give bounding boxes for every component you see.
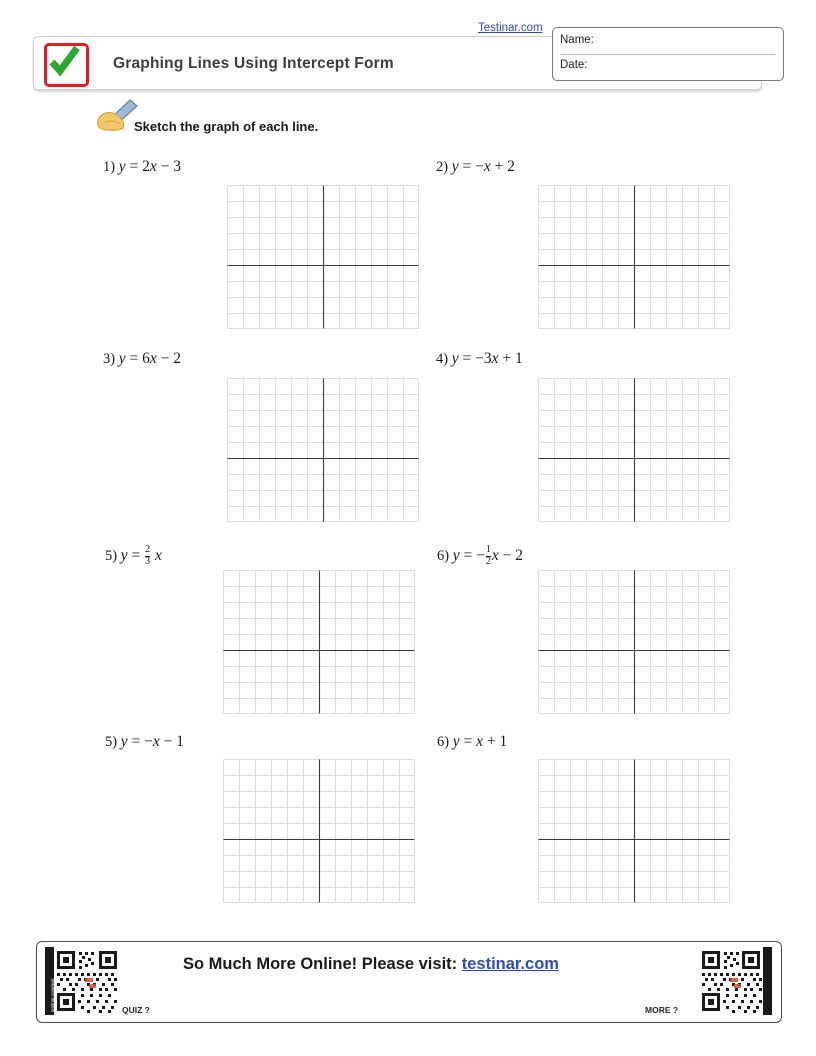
instruction-text: Sketch the graph of each line. [134, 119, 319, 134]
graph-grid-5[interactable] [223, 570, 415, 714]
problem-1-equation: y = 2x − 3 [118, 158, 181, 175]
graph-grid-7[interactable] [223, 759, 415, 903]
date-field-label: Date: [560, 59, 588, 71]
problem-4 [436, 350, 523, 368]
quiz-caption: QUIZ ? [122, 1005, 150, 1015]
problem-6-equation: $y = -\frac{1}{2}$ x − 2 [452, 544, 523, 567]
more-caption: MORE ? [645, 1005, 679, 1015]
fraction-2-3: $\frac{2}{3}$ [145, 544, 151, 567]
qr-right-side-text: testinar.com/more [772, 976, 777, 1012]
problem-2-equation: y = −x + 2 [451, 158, 515, 175]
problem-2 [436, 158, 515, 176]
problem-3-number: 3) [103, 351, 116, 367]
fraction-1-2: $\frac{1}{2}$ [485, 544, 491, 567]
qr-left-side-text: testinar.com/quiz [50, 978, 55, 1012]
site-link[interactable]: Testinar.com [478, 22, 543, 34]
qr-code-more[interactable] [700, 947, 772, 1015]
graph-grid-2[interactable] [538, 185, 730, 329]
footer-link[interactable]: testinar.com [461, 955, 559, 973]
problem-7 [105, 733, 184, 751]
problem-6 [437, 545, 523, 567]
qr-code-quiz[interactable] [45, 947, 125, 1015]
problem-5-equation: $y = \frac{2}{3}$ x [120, 544, 162, 567]
footer-message [183, 955, 559, 974]
graph-grid-6[interactable] [538, 570, 730, 714]
problem-4-equation: y = −3x + 1 [451, 350, 523, 367]
problem-3 [103, 350, 181, 368]
problem-8-number: 6) [437, 734, 450, 750]
problem-8 [437, 733, 507, 751]
name-date-divider [561, 54, 775, 55]
problem-1-number: 1) [103, 159, 116, 175]
problem-1 [103, 158, 181, 176]
problem-5 [105, 545, 162, 567]
problem-5-number: 5) [105, 548, 118, 564]
page-title: Graphing Lines Using Intercept Form [113, 55, 394, 72]
footer-message-text: So Much More Online! Please visit: [183, 955, 462, 973]
problem-7-equation: y = −x − 1 [120, 733, 184, 750]
problem-6-number: 6) [437, 548, 450, 564]
problem-3-equation: y = 6x − 2 [118, 350, 181, 367]
problem-7-number: 5) [105, 734, 118, 750]
pencil-hand-icon [97, 98, 139, 132]
problem-8-equation: y = x + 1 [452, 733, 508, 750]
graph-grid-4[interactable] [538, 378, 730, 522]
graph-grid-3[interactable] [227, 378, 419, 522]
problem-4-number: 4) [436, 351, 449, 367]
name-field-label: Name: [560, 34, 594, 46]
check-mark-icon [47, 45, 81, 78]
problem-2-number: 2) [436, 159, 449, 175]
graph-grid-8[interactable] [538, 759, 730, 903]
graph-grid-1[interactable] [227, 185, 419, 329]
